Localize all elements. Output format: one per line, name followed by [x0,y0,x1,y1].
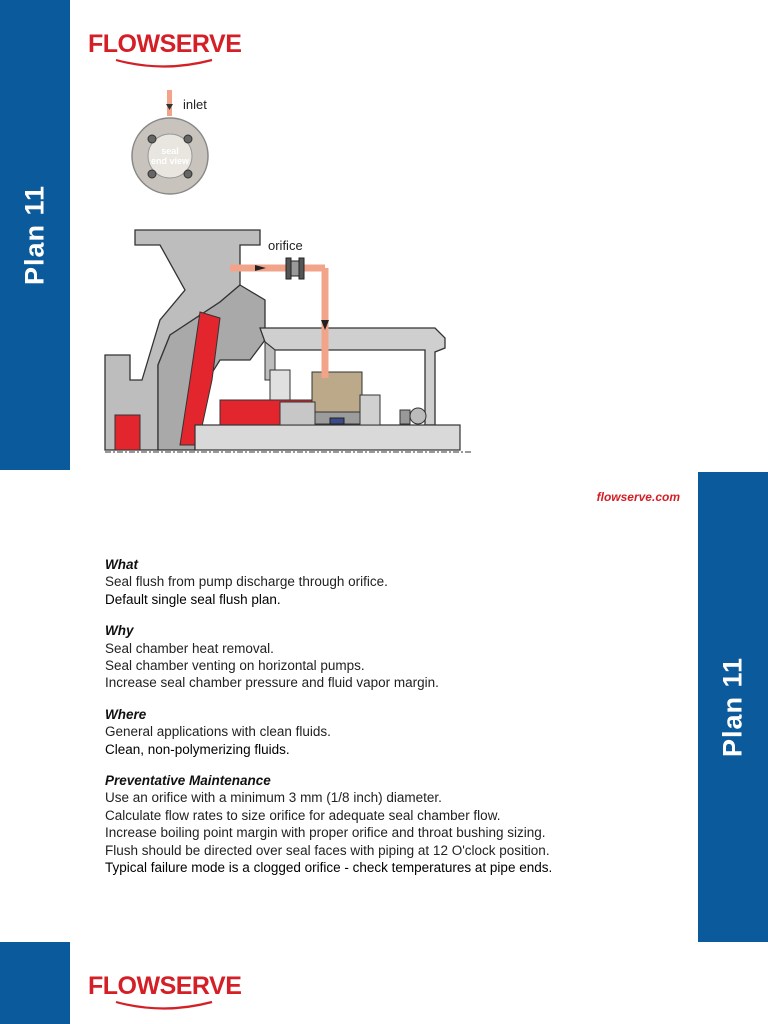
section-title: What [105,557,138,572]
plan-11-diagram [100,80,480,460]
orifice-label: orifice [268,238,303,253]
section-line: Clean, non-polymerizing fluids. [105,741,290,757]
orifice-fitting-icon [286,258,304,279]
section-title: Where [105,706,147,722]
flowserve-logo-bottom [88,974,241,1014]
seal-end-view [132,118,208,194]
section-line: Flush should be directed over seal faces with piping at 12 O'clock position. [105,842,550,858]
website-link[interactable]: flowserve.com [596,490,680,504]
section-preventative-maintenance [105,772,665,876]
inlet-label: inlet [183,97,207,112]
section-title: Why [105,623,134,639]
section-where [105,706,665,758]
section-line: General applications with clean fluids. [105,724,331,740]
plan-label-right: Plan 11 [717,656,748,758]
logo-swoosh-icon [88,58,238,72]
section-line: Seal chamber heat removal. [105,640,274,656]
section-line: Seal flush from pump discharge through orifice. [105,574,388,590]
section-line: Typical failure mode is a clogged orifice - check temperatures at pipe ends. [105,860,553,876]
plan-label-top: Plan 11 [19,184,50,286]
plan-description [105,556,665,891]
section-line: Increase seal chamber pressure and fluid vapor margin. [105,675,439,691]
side-band-right [698,472,768,942]
section-title: Preventative Maintenance [105,773,271,789]
logo-text: FLOWSERVE [88,972,242,1000]
mechanical-seal [270,370,426,425]
side-band-top [0,0,70,470]
section-line: Calculate flow rates to size orifice for adequate seal chamber flow. [105,807,501,823]
section-line: Default single seal flush plan. [105,591,281,607]
logo-swoosh-icon [88,1000,238,1014]
side-band-bottom [0,942,70,1024]
section-line: Seal chamber venting on horizontal pumps. [105,658,365,674]
section-why [105,622,665,692]
shaft [195,425,460,450]
section-what [105,556,665,608]
section-line: Increase boiling point margin with proper orifice and throat bushing sizing. [105,825,546,841]
logo-text: FLOWSERVE [88,30,242,58]
seal-label: seal [161,146,179,156]
flowserve-logo-top [88,32,241,72]
inlet-pipe [167,90,172,116]
end-view-label: end view [150,156,190,166]
section-line: Use an orifice with a minimum 3 mm (1/8 inch) diameter. [105,790,442,806]
